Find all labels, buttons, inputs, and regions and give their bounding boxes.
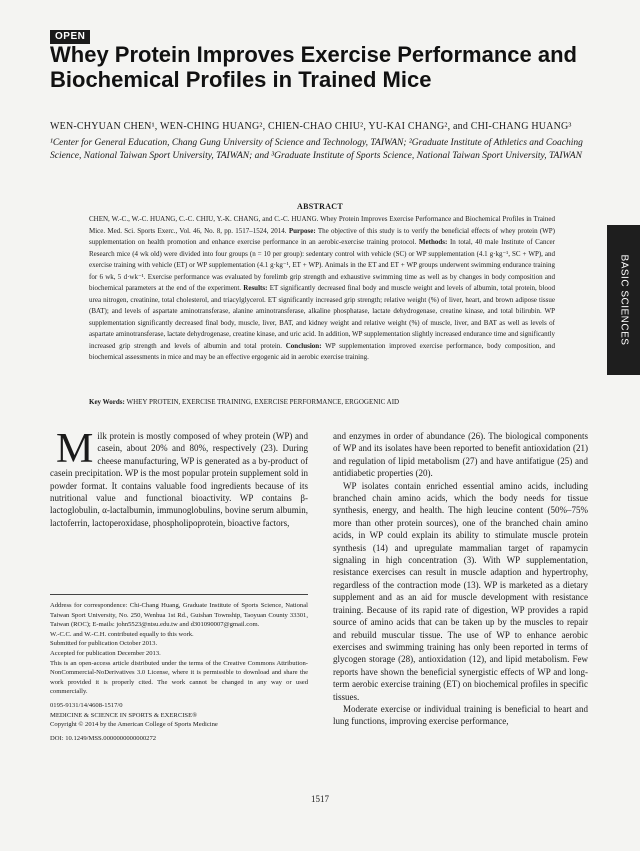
keywords-list: WHEY PROTEIN, EXERCISE TRAINING, EXERCISE PERFORMANCE, ERGOGENIC AID: [126, 398, 400, 406]
submitted-date: Submitted for publication October 2013.: [50, 640, 158, 648]
drop-cap: M: [56, 426, 94, 472]
abstract-body: [89, 214, 555, 364]
intro-text-1: ilk protein is mostly composed of whey protein (WP) and casein, about 20% and 80%, respectively (23). During cheese manufacturing, WP is generated as a by-product of casein precipitation. WP is the most popular protein supplement sold in powder format. It contains valuable food ingredients because of its nutritional value and functional bioactivity. WP contains β-lactoglobulin, α-lactalbumin, immunoglobulins, bovine serum albumin, lactoferrin, lactoperoxidase, phospholipoprotein, bioactive factors,: [50, 431, 308, 528]
keywords-label: Key Words:: [89, 398, 125, 406]
abstract-conclusion: WP supplementation improved exercise performance, body composition, and biochemical assessments in mice and may be an effective ergogenic aid in aerobic exercise training.: [89, 341, 555, 361]
section-tab-label: BASIC SCIENCES: [618, 254, 629, 346]
intro-paragraph-3: Moderate exercise or individual training is beneficial to heart and lung functions, improving exercise performance,: [333, 703, 588, 727]
author-affiliations: ¹Center for General Education, Chang Gung University of Science and Technology, TAIWAN; ²Graduate Institute of Athletics and Coaching Science, National Taiwan Sport University, TAIWAN; and ³Graduate Institute of Sports Science, National Taiwan Sport University, TAIWAN: [50, 138, 583, 161]
body-column-left: [50, 426, 308, 529]
contribution-note: W.-C.C. and W.-C.H. contributed equally to this work.: [50, 630, 194, 638]
intro-paragraph-1: [50, 426, 308, 529]
body-column-right: [333, 430, 588, 728]
doi: DOI: 10.1249/MSS.0000000000000272: [50, 734, 157, 742]
abstract-methods: In total, 40 male Institute of Cancer Research mice (4 wk old) were divided into four groups (n = 10 per group): sedentary control with vehicle (SC) or WP supplementation (4.1 g·kg⁻¹, SC + WP), and exercise training with vehicle (ET) or WP supplementation (4.1 g·kg⁻¹, ET + WP). Animals in the ET and ET + WP groups underwent swimming endurance training for 6 wk, 5 d·wk⁻¹. Exercise performance was evaluated by forelimb grip strength and exhaustive swimming time as well as by changes in body composition and biochemical parameters at the end of the experiment.: [89, 238, 555, 292]
methods-label: Methods:: [418, 238, 448, 246]
keywords: [89, 397, 555, 408]
abstract-purpose: The objective of this study is to verify the beneficial effects of whey protein (WP) supplementation on health promotion and enhance exercise performance in an aerobic-exercise training protocol.: [89, 226, 556, 246]
intro-paragraph-continued: and enzymes in order of abundance (26). The biological components of WP and its isolates have been reported to benefit antioxidation (21) and regulation of lipid metabolism (27) and have antifatigue (25) and antidiabetic properties (20).: [333, 431, 588, 479]
results-label: Results:: [243, 284, 268, 292]
footnote-divider: [50, 594, 308, 595]
open-access-badge: OPEN: [50, 30, 90, 44]
footnote-block: [50, 601, 308, 743]
accepted-date: Accepted for publication December 2013.: [50, 649, 161, 657]
abstract-results: ET significantly decreased final body and muscle weight and levels of albumin, total protein, blood urea nitrogen, creatinine, total cholesterol, and triacylglycerol. ET significantly increased grip strength; relative weight (%) of liver, heart, and brown adipose tissue (BAT); and levels of aspartate aminotransferase, alanine aminotransferase, alkaline phosphatase, lactate dehydrogenase, creatine kinase, and total bilirubin. WP supplementation significantly decreased final body, muscle, liver, BAT, and kidney weight and relative weight (%) of muscle, liver, and BAT as well as levels of aspartate aminotransferase, lactate dehydrogenase, creatine kinase, and uric acid. In addition, WP supplementation slightly increased endurance time and significantly increased grip strength and levels of albumin and total protein.: [89, 284, 556, 350]
abstract-heading: ABSTRACT: [297, 202, 343, 211]
copyright: Copyright © 2014 by the American College of Sports Medicine: [50, 721, 218, 729]
article-title: Whey Protein Improves Exercise Performance and Biochemical Profiles in Trained Mice: [50, 42, 577, 92]
page-number: 1517: [311, 794, 329, 804]
issn: 0195-9131/14/4608-1517/0: [50, 701, 123, 709]
author-list: WEN-CHYUAN CHEN¹, WEN-CHING HUANG², CHIEN-CHAO CHIU², YU-KAI CHANG², and CHI-CHANG HUANG³: [50, 121, 572, 132]
abstract-citation: CHEN, W.-C., W.-C. HUANG, C.-C. CHIU, Y.-K. CHANG, and C.-C. HUANG. Whey Protein Improves Exercise Performance and Biochemical Profiles in Trained Mice. Med. Sci. Sports Exerc., Vol. 46, No. 8, pp. 1517–1524, 2014.: [89, 215, 555, 235]
license-note: This is an open-access article distributed under the terms of the Creative Commons Attribution-NonCommercial-NoDerivatives 3.0 License, where it is permissible to download and share the work provided it is properly cited. The work cannot be changed in any way or used commercially.: [50, 659, 308, 696]
section-tab: [607, 225, 640, 375]
conclusion-label: Conclusion:: [285, 341, 322, 350]
journal-name: MEDICINE & SCIENCE IN SPORTS & EXERCISE®: [50, 711, 198, 719]
intro-paragraph-2: WP isolates contain enriched essential amino acids, including branched chain amino acids, which the body needs for tissue synthesis, energy, and health. The high leucine content (50%–75% more than other protein sources), one of the branched chain amino acids, in WP could explain its ability to stimulate muscle protein synthesis (14) and upregulate mammalian target of rapamycin signaling in high concentration (3). With WP supplementation, resistance exercises can result in muscle adaption and hypertrophy, regardless of the contraction mode (13). WP is marketed as a dietary supplement and as an aid for muscle development with resistance training. Because of its rapid rate of digestion, WP provides a rapid source of amino acids that can be taken up by the muscles to repair and rebuild muscular tissue. The use of WP to enhance aerobic exercises and swimming training has only been reported in terms of glycogen storage (28), antioxidation (12), and lipid metabolism. Few reports have shown the beneficial synergistic effects of WP and long-term aerobic exercise training (ET) on biochemical profiles in specific tissues.: [333, 480, 588, 702]
purpose-label: Purpose:: [288, 226, 316, 235]
correspondence-address: Address for correspondence: Chi-Chang Huang, Graduate Institute of Sports Science, National Taiwan Sport University, No. 250, Wenhua 1st Rd., Guishan Township, Taoyuan County 33301, Taiwan (ROC); E-mails: john5523@ntsu.edu.tw and d301090007@gmail.com.: [50, 602, 308, 629]
